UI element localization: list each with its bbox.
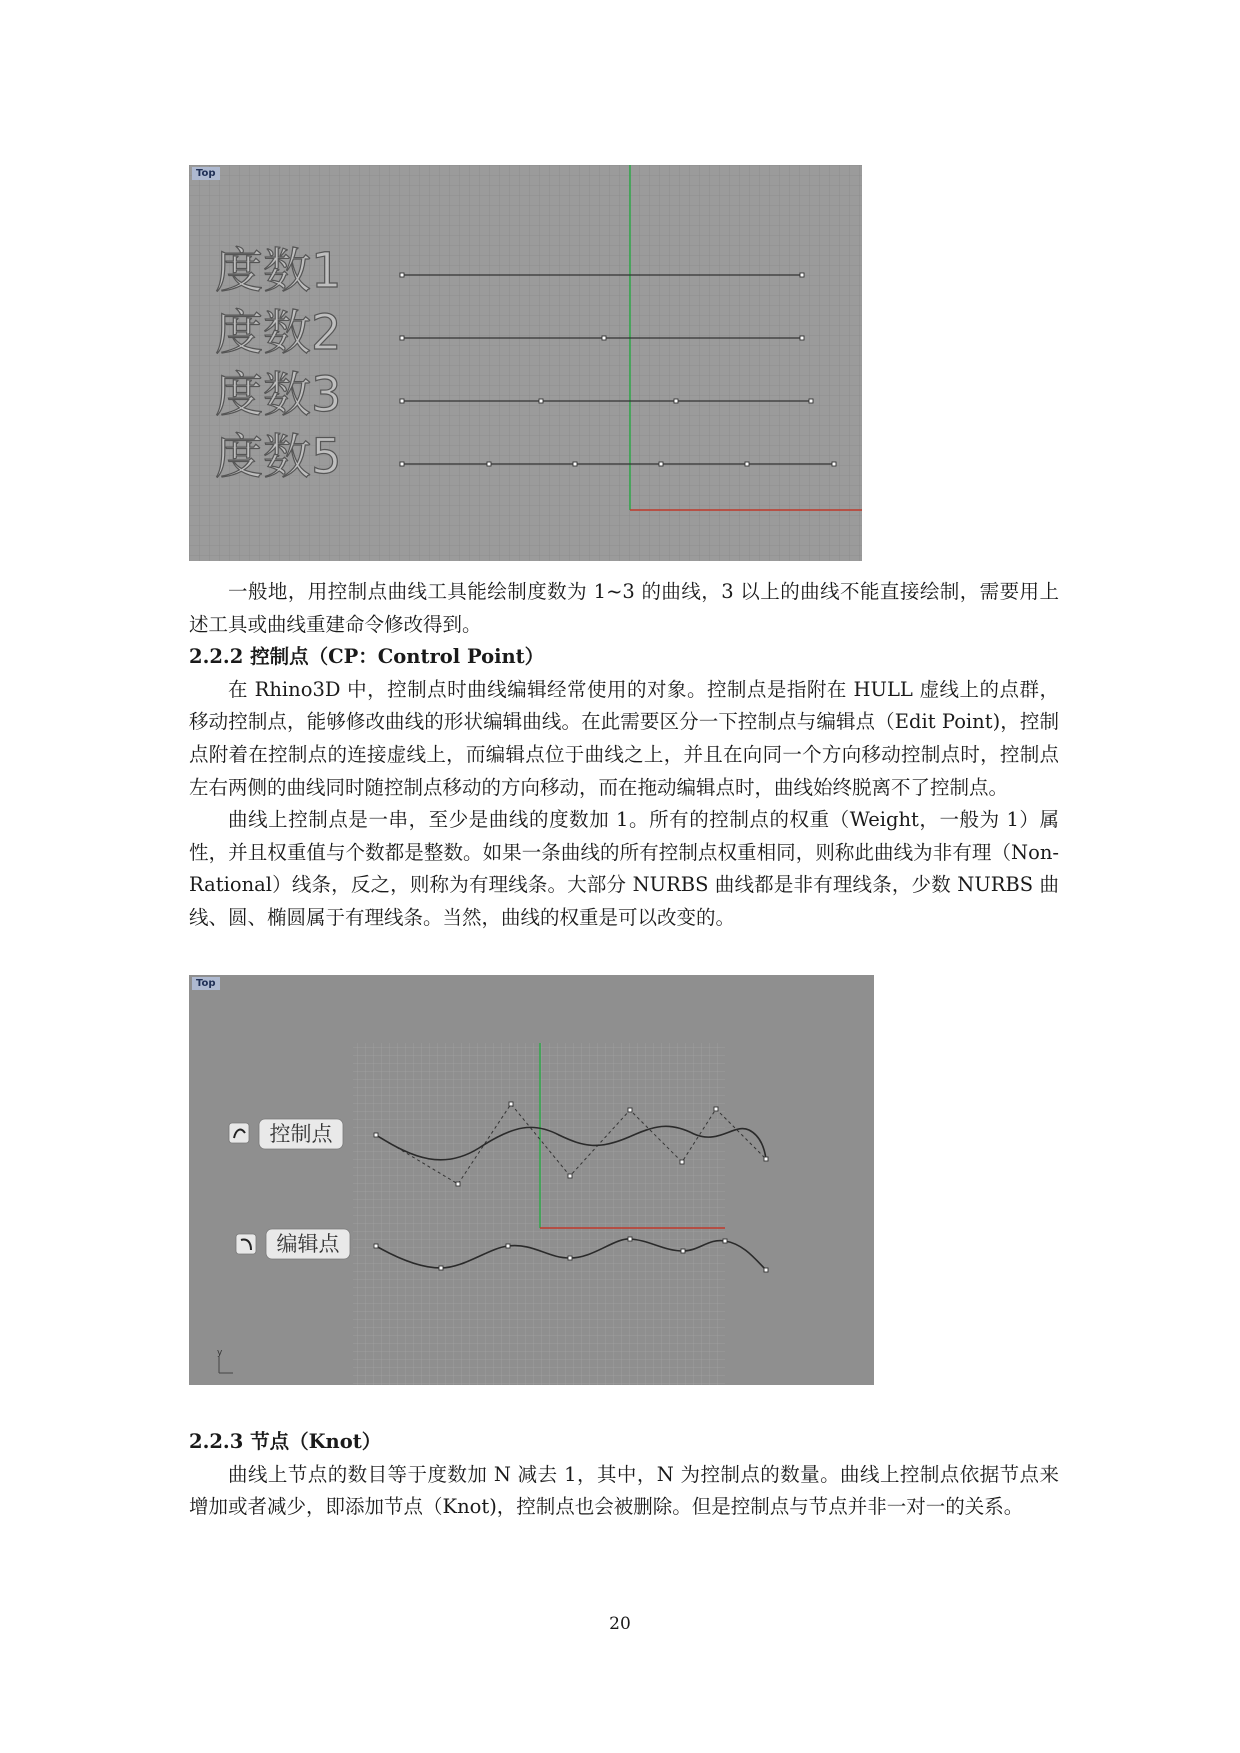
degree-viewport bbox=[189, 165, 862, 561]
page-number: 20 bbox=[609, 1614, 631, 1634]
paragraph: 一般地，用控制点曲线工具能绘制度数为 1~3 的曲线，3 以上的曲线不能直接绘制，需要用上述工具或曲线重建命令修改得到。 bbox=[189, 580, 1059, 636]
degree-figure bbox=[189, 165, 862, 561]
edit-point-tool-icon bbox=[236, 1234, 256, 1254]
viewport-tag: Top bbox=[192, 977, 220, 990]
control-point-viewport bbox=[189, 975, 874, 1385]
corner-axis-label: y bbox=[217, 1348, 223, 1358]
control-point-tool-icon bbox=[229, 1123, 249, 1143]
edit-point-label: 编辑点 bbox=[276, 1232, 340, 1256]
degree-label-5: 度数5 bbox=[215, 429, 342, 485]
viewport-tag: Top bbox=[192, 167, 220, 180]
section-heading: 2.2.2 控制点（CP：Control Point） bbox=[189, 645, 545, 669]
paragraph: 曲线上控制点是一串，至少是曲线的度数加 1。所有的控制点的权重（Weight，一般为 1）属性，并且权重值与个数都是整数。如果一条曲线的所有控制点权重相同，则称此曲线为非有理（Non-Rational）线条，反之，则称为有理线条。大部分 NURBS 曲线都是非有理线条，少数 NURBS 曲线、圆、椭圆属于有理线条。当然，曲线的权重是可以改变的。 bbox=[189, 808, 1059, 929]
degree-label-2: 度数2 bbox=[215, 305, 342, 361]
text-block-b bbox=[189, 1426, 1059, 1524]
section-heading: 2.2.3 节点（Knot） bbox=[189, 1430, 382, 1453]
text-block-a bbox=[189, 576, 1059, 935]
paragraph: 曲线上节点的数目等于度数加 N 减去 1，其中，N 为控制点的数量。曲线上控制点依据节点来增加或者减少，即添加节点（Knot)，控制点也会被删除。但是控制点与节点并非一对一的关系。 bbox=[189, 1462, 1059, 1519]
degree-label-3: 度数3 bbox=[215, 367, 342, 423]
paragraph: 在 Rhino3D 中，控制点时曲线编辑经常使用的对象。控制点是指附在 HULL 虚线上的点群，移动控制点，能够修改曲线的形状编辑曲线。在此需要区分一下控制点与编辑点（Edit Point)，控制点附着在控制点的连接虚线上，而编辑点位于曲线之上，并且在向同一个方向移动控制点时，控制点左右两侧的曲线同时随控制点移动的方向移动，而在拖动编辑点时，曲线始终脱离不了控制点。 bbox=[189, 677, 1059, 799]
control-point-label: 控制点 bbox=[269, 1122, 333, 1146]
control-point-figure bbox=[189, 975, 874, 1385]
degree-label-1: 度数1 bbox=[215, 243, 342, 299]
